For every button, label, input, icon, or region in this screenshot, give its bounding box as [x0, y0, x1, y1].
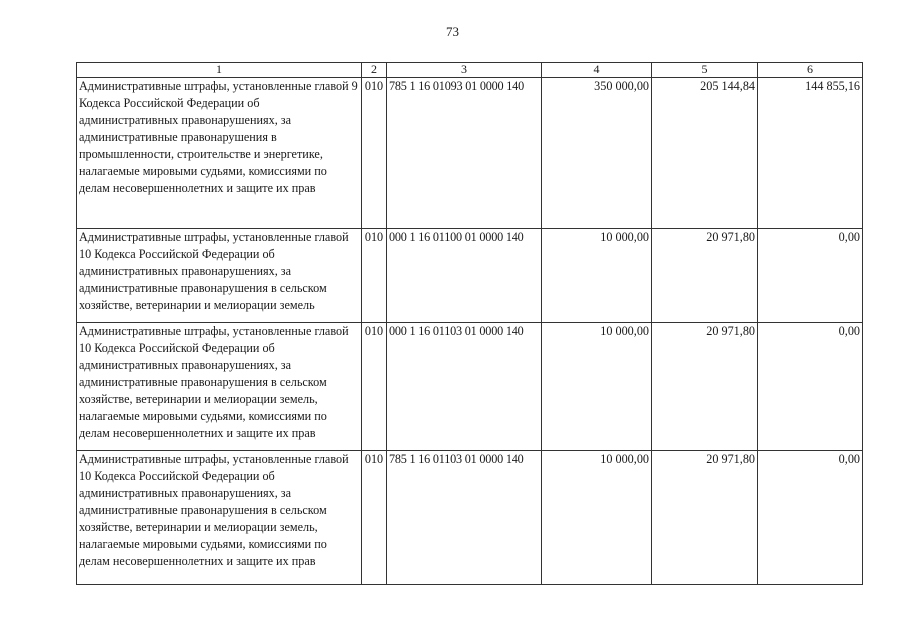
row-col4-value: 10 000,00 — [542, 323, 652, 451]
row-col4-value: 350 000,00 — [542, 78, 652, 229]
table-row — [77, 229, 863, 323]
row-col5-value: 20 971,80 — [652, 451, 758, 585]
row-col5-value: 205 144,84 — [652, 78, 758, 229]
row-name: Административные штрафы, установленные главой 10 Кодекса Российской Федерации об административных правонарушениях, за административные правонарушения в сельском хозяйстве, ветеринарии и мелиорации земель, налагаемые мировыми судьями, комиссиями по делам несовершеннолетних и защите их прав — [77, 323, 362, 451]
row-name: Административные штрафы, установленные главой 9 Кодекса Российской Федерации об административных правонарушениях, за административные правонарушения в промышленности, строительстве и энергетике, налагаемые мировыми судьями, комиссиями по делам несовершеннолетних и защите их прав — [77, 78, 362, 229]
row-kbk-code: 785 1 16 01093 01 0000 140 — [387, 78, 542, 229]
row-col6-value: 144 855,16 — [758, 78, 863, 229]
header-col-6: 6 — [758, 63, 863, 78]
row-col4-value: 10 000,00 — [542, 451, 652, 585]
header-col-3: 3 — [387, 63, 542, 78]
row-col6-value: 0,00 — [758, 323, 863, 451]
header-col-5: 5 — [652, 63, 758, 78]
row-kbk-code: 785 1 16 01103 01 0000 140 — [387, 451, 542, 585]
row-col4-value: 10 000,00 — [542, 229, 652, 323]
row-col6-value: 0,00 — [758, 451, 863, 585]
row-line-code: 010 — [362, 78, 387, 229]
header-col-4: 4 — [542, 63, 652, 78]
row-line-code: 010 — [362, 451, 387, 585]
row-col6-value: 0,00 — [758, 229, 863, 323]
row-col5-value: 20 971,80 — [652, 229, 758, 323]
row-line-code: 010 — [362, 323, 387, 451]
page-number: 73 — [446, 24, 459, 39]
header-row — [77, 63, 863, 78]
row-kbk-code: 000 1 16 01103 01 0000 140 — [387, 323, 542, 451]
row-kbk-code: 000 1 16 01100 01 0000 140 — [387, 229, 542, 323]
row-name: Административные штрафы, установленные главой 10 Кодекса Российской Федерации об административных правонарушениях, за административные правонарушения в сельском хозяйстве, ветеринарии и мелиорации земель — [77, 229, 362, 323]
report-table — [76, 62, 863, 585]
row-name: Административные штрафы, установленные главой 10 Кодекса Российской Федерации об административных правонарушениях, за административные правонарушения в сельском хозяйстве, ветеринарии и мелиорации земель, налагаемые мировыми судьями, комиссиями по делам несовершеннолетних и защите их прав — [77, 451, 362, 585]
table-row — [77, 323, 863, 451]
header-col-2: 2 — [362, 63, 387, 78]
header-col-1: 1 — [77, 63, 362, 78]
row-col5-value: 20 971,80 — [652, 323, 758, 451]
row-line-code: 010 — [362, 229, 387, 323]
table-row — [77, 78, 863, 229]
table-row — [77, 451, 863, 585]
